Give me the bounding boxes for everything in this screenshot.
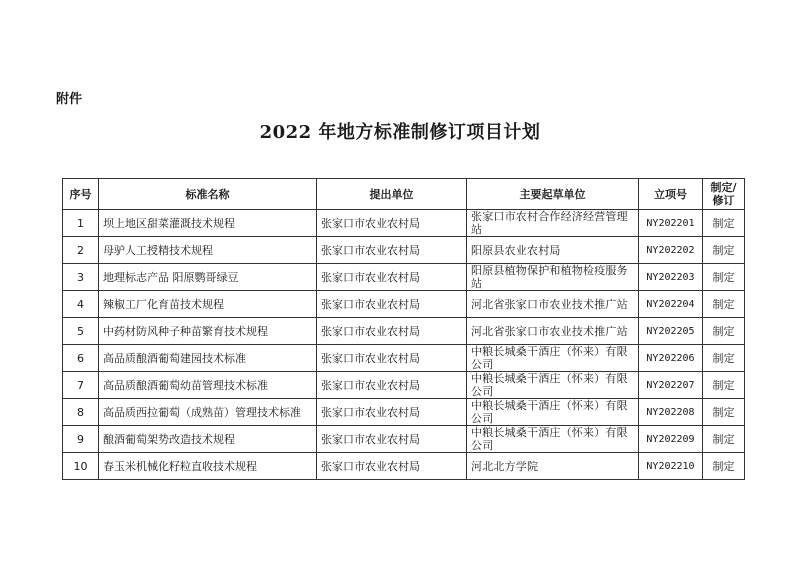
cell-type: 制定 (703, 372, 745, 399)
cell-no: 5 (63, 318, 99, 345)
cell-project-no: NY202209 (639, 426, 703, 453)
cell-no: 3 (63, 264, 99, 291)
cell-project-no: NY202205 (639, 318, 703, 345)
table-row (63, 453, 745, 480)
cell-no: 7 (63, 372, 99, 399)
cell-drafter: 中粮长城桑干酒庄（怀来）有限公司 (467, 426, 639, 453)
table-row (63, 237, 745, 264)
cell-project-no: NY202202 (639, 237, 703, 264)
cell-project-no: NY202210 (639, 453, 703, 480)
cell-project-no: NY202208 (639, 399, 703, 426)
cell-unit: 张家口市农业农村局 (317, 210, 467, 237)
table-body (63, 210, 745, 480)
cell-type: 制定 (703, 453, 745, 480)
table-row (63, 426, 745, 453)
cell-unit: 张家口市农业农村局 (317, 291, 467, 318)
cell-type: 制定 (703, 264, 745, 291)
cell-name: 春玉米机械化籽粒直收技术规程 (99, 453, 317, 480)
header-unit: 提出单位 (317, 179, 467, 210)
cell-no: 4 (63, 291, 99, 318)
cell-type: 制定 (703, 237, 745, 264)
cell-no: 8 (63, 399, 99, 426)
cell-drafter: 河北省张家口市农业技术推广站 (467, 291, 639, 318)
cell-type: 制定 (703, 399, 745, 426)
cell-type: 制定 (703, 318, 745, 345)
cell-project-no: NY202207 (639, 372, 703, 399)
table-row (63, 318, 745, 345)
header-type: 制定/修订 (703, 179, 745, 210)
cell-no: 6 (63, 345, 99, 372)
header-drafter: 主要起草单位 (467, 179, 639, 210)
cell-name: 地理标志产品 阳原鹦哥绿豆 (99, 264, 317, 291)
table-row (63, 345, 745, 372)
cell-unit: 张家口市农业农村局 (317, 345, 467, 372)
cell-type: 制定 (703, 210, 745, 237)
header-no: 序号 (63, 179, 99, 210)
cell-unit: 张家口市农业农村局 (317, 237, 467, 264)
cell-unit: 张家口市农业农村局 (317, 318, 467, 345)
cell-drafter: 阳原县植物保护和植物检疫服务站 (467, 264, 639, 291)
cell-drafter: 阳原县农业农村局 (467, 237, 639, 264)
cell-drafter: 中粮长城桑干酒庄（怀来）有限公司 (467, 372, 639, 399)
cell-drafter: 河北省张家口市农业技术推广站 (467, 318, 639, 345)
cell-type: 制定 (703, 426, 745, 453)
header-project-no: 立项号 (639, 179, 703, 210)
cell-unit: 张家口市农业农村局 (317, 399, 467, 426)
cell-type: 制定 (703, 291, 745, 318)
cell-no: 1 (63, 210, 99, 237)
cell-drafter: 中粮长城桑干酒庄（怀来）有限公司 (467, 399, 639, 426)
cell-unit: 张家口市农业农村局 (317, 264, 467, 291)
cell-name: 酿酒葡萄架势改造技术规程 (99, 426, 317, 453)
cell-name: 坝上地区甜菜灌溉技术规程 (99, 210, 317, 237)
cell-name: 高品质酿酒葡萄建园技术标准 (99, 345, 317, 372)
table-row (63, 372, 745, 399)
cell-no: 10 (63, 453, 99, 480)
cell-name: 中药材防风种子种苗繁育技术规程 (99, 318, 317, 345)
cell-name: 高品质西拉葡萄（成熟苗）管理技术标准 (99, 399, 317, 426)
page-title: 2022 年地方标准制修订项目计划 (259, 122, 541, 143)
cell-project-no: NY202206 (639, 345, 703, 372)
cell-drafter: 中粮长城桑干酒庄（怀来）有限公司 (467, 345, 639, 372)
cell-drafter: 河北北方学院 (467, 453, 639, 480)
header-name: 标准名称 (99, 179, 317, 210)
standards-plan-table (62, 178, 745, 480)
cell-drafter: 张家口市农村合作经济经营管理站 (467, 210, 639, 237)
table-row (63, 210, 745, 237)
cell-name: 高品质酿酒葡萄幼苗管理技术标准 (99, 372, 317, 399)
cell-project-no: NY202203 (639, 264, 703, 291)
table-header-row (63, 179, 745, 210)
table-row (63, 264, 745, 291)
cell-unit: 张家口市农业农村局 (317, 372, 467, 399)
cell-name: 母驴人工授精技术规程 (99, 237, 317, 264)
cell-unit: 张家口市农业农村局 (317, 453, 467, 480)
cell-unit: 张家口市农业农村局 (317, 426, 467, 453)
cell-type: 制定 (703, 345, 745, 372)
cell-project-no: NY202201 (639, 210, 703, 237)
cell-name: 辣椒工厂化育苗技术规程 (99, 291, 317, 318)
cell-project-no: NY202204 (639, 291, 703, 318)
table-row (63, 291, 745, 318)
attachment-label: 附件 (56, 92, 83, 107)
cell-no: 9 (63, 426, 99, 453)
cell-no: 2 (63, 237, 99, 264)
table-row (63, 399, 745, 426)
